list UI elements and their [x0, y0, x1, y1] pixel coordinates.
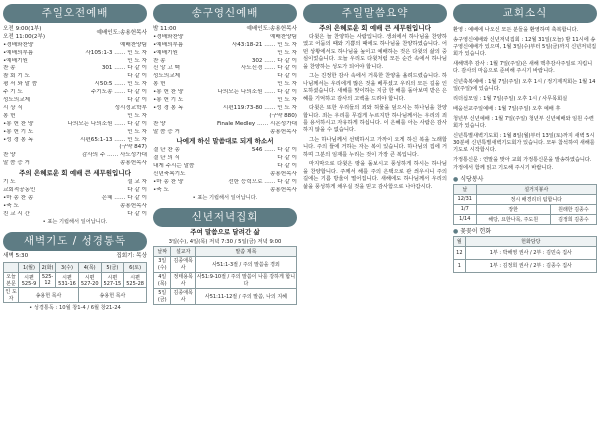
worship-leader: 예배인도:송용헌목사	[96, 30, 147, 36]
section-title: 주의 은혜로운 회 예배 큰 세무원입니다	[19, 169, 131, 178]
order-item: •축 도 송용헌목사	[153, 186, 297, 193]
order-item: (구약 847)	[119, 144, 147, 151]
order-item: 교회적공동인 다 같 이	[3, 186, 147, 193]
bullet-icon: ●	[453, 175, 459, 183]
order-item: 찬 양 감사의 주 …… 사도성가대	[3, 152, 147, 159]
order-item: •성 경 봉 독 시편65:1-13 …… 인 도 자	[3, 136, 147, 143]
dawn-time: 새벽 5:30	[3, 252, 29, 259]
dawn-leader: 집회기: 목상	[116, 252, 147, 259]
table-row: 인 도 자 송용헌 목사 송용헌 목사	[4, 288, 147, 303]
news-item: 가정통신문 : 연말을 맞아 교회 가정통신문을 발송하였습니다. 가정에서 함께 읽고 기도해 주시기 바랍니다.	[453, 157, 592, 171]
order-item: 찬 양 Finale Medley …… 시온성가대	[153, 120, 297, 127]
order-item: 봉 헌 인 도 자	[3, 112, 147, 119]
order-item: •예배의부름 사105:1-3 …… 인 도 자	[3, 49, 147, 56]
evening-meeting-schedule: 3일(수), 4일(목) 저녁 7:30 / 5일(금) 저녁 9:00	[168, 238, 282, 245]
flower-table-title: 꽃꽂이 헌화	[460, 227, 492, 235]
news-item: 배움선교주일예배 : 1월 7일(주일) 오후 예배 후	[453, 105, 561, 112]
worship-leader: 예배인도:송용헌목사	[246, 26, 297, 32]
order-item: 찬 송 302 …… 다 같 이	[153, 57, 297, 64]
news-list	[453, 27, 597, 172]
order-item: 기 도 설 교 자	[3, 179, 147, 186]
table-row: 5일(금) 김종애목사 사51:11-12절 / 주의 말씀, 나의 지혜	[154, 288, 297, 304]
sermon-paragraph: 그는 진정한 감사 속에서 거룩한 찬양을 올려드렸습니다. 하나님께서는 우리에게 많은 것을 베푸셨고 우리의 모든 길을 인도하셨습니다. 새해를 맞이하는 지금 한 해를 돌아보며 받은 은혜를 기억하고 감사의 고백을 드려야 합니다.	[303, 73, 447, 102]
table-row: 1 1부 : 김정희 권사 / 2부 : 김종수 집사	[454, 259, 597, 272]
table-row: 12 1부 : 박해영 권사 / 2부 : 김민숙 집사	[454, 246, 597, 259]
table-row: 3일(수) 김종애목사 사51:1-3절 / 주의 말씀을 경외	[154, 256, 297, 272]
order-item: •봉 헌 기 도 인 도 자	[153, 97, 297, 104]
order-item: •경배와찬양 예배찬양팀	[153, 33, 297, 40]
order-item: •성 경 봉 독 시편119:73-80 …… 인 도 자	[153, 104, 297, 111]
dawn-prayer-table	[3, 262, 147, 303]
order-item: •경배와찬양 예배찬양팀	[3, 41, 147, 48]
column-new-year-service	[153, 4, 297, 420]
sermon-paragraph: 다윗은 또한 우리들의 죄와 허물을 덮으시는 하나님을 찬양합니다. 죄는 우리를 무겁게 누르지만 하나님께서는 우리의 죄를 용서하시고 자유하게 하십니다. 이 은혜를 아는 사람은 감사하지 않을 수 없습니다.	[303, 105, 447, 134]
flower-service-table	[453, 236, 597, 273]
sermon-summary-header: 주일말씀요약	[303, 4, 447, 23]
standing-note: • 표는 기립해서 일어납니다.	[42, 218, 108, 225]
order-item: •예배기원 인 도 자	[3, 57, 147, 64]
section-title: 나에게 하신 말씀대로 되게 하소서	[176, 137, 274, 146]
evening-meeting-header: 신년저녁집회	[153, 208, 297, 227]
news-item: 신년축복예배 : 1월 7일(주일) 오후 1시 / 정기제직회는 1월 14일(주일)에 있습니다.	[453, 78, 596, 92]
meal-table-title: 식당봉사	[460, 175, 484, 183]
order-item: •봉 헌 기 도 인 도 자	[3, 128, 147, 135]
service-time-1: 오전 9:00(1부)	[3, 26, 42, 32]
order-item: •마 송 찬 송 은혜 …… 다 같 이	[3, 194, 147, 201]
order-item: 찬 송 301 …… 다 같 이	[3, 65, 147, 72]
news-item: 신년특별새벽기도회 : 1월 8일(월)부터 13일(토)까지 새벽 5시 30분에 신년특별새벽기도회가 있습니다. 모두 참석하여 새해를 기도로 시작합시다.	[453, 133, 595, 154]
order-item: 결 단 의 식 다 같 이	[153, 155, 297, 162]
order-item: •마 송 찬 양 선한 능력으로 …… 다 같 이	[153, 179, 297, 186]
table-row: 1(월) 2(화) 3(수) 4(목) 5(금) 6(토)	[4, 263, 147, 273]
bible-reading-note: • 성경통독 : 10월 창1-4 / 6월 창21-24	[29, 305, 121, 312]
order-item: •봉 헌 찬 양 나의모든 나의소원 …… 다 같 이	[153, 89, 297, 96]
order-item: •예배의부름 사43:18-21 …… 인 도 자	[153, 41, 297, 48]
order-item: •예배기원 인 도 자	[153, 49, 297, 56]
order-item: 주 기 도 주기도송 …… 다 같 이	[3, 89, 147, 96]
table-row: 1/7 장한 원래한 김종수	[454, 204, 597, 214]
table-row: 1/14 해당, 요한나목, 주도원 김정희 김종수	[454, 214, 597, 224]
column-morning-worship	[3, 4, 147, 420]
sermon-text	[303, 34, 447, 191]
table-row: 날짜 설교자 말씀 제목	[154, 246, 297, 256]
order-item: (구약 880)	[269, 112, 297, 119]
order-item: 시 상 식 성시정교학부	[3, 104, 147, 111]
column-church-news	[453, 4, 597, 420]
table-row: 날 설거지봉사	[454, 184, 597, 194]
dawn-prayer-header: 새벽기도 / 성경통독	[3, 232, 147, 251]
order-of-service	[3, 42, 147, 168]
order-item: 봉 헌 인 도 자	[153, 81, 297, 88]
sermon-subtitle: 주의 은혜로운 회 예배 큰 세무원입니다	[319, 24, 431, 32]
news-item: 환영 : 예배에 나오신 모든 분들을 환영하며 축복합니다.	[453, 27, 579, 33]
news-item: 송구영신예배와 신년저녁집회 : 12월 31일(오늘) 밤 11시에 송구영신예배가 있으며, 1월 3일(수)부터 5일(금)까지 신년저녁집회가 있습니다.	[453, 37, 597, 58]
morning-worship-header: 주일오전예배	[3, 4, 147, 23]
church-news-header: 교회소식	[453, 4, 597, 23]
order-item: 결 단 찬 송 546 …… 다 같 이	[153, 147, 297, 154]
table-row: 12/31 정시 배경리더 팀합니다	[454, 194, 597, 204]
order-item: •봉 헌 찬 양 나의모든 나의소원 …… 다 같 이	[3, 120, 147, 127]
news-item: 새해맥추 감사 : 1월 7일(주일)은 새해 맥추감사주일로 지킵니다. 감사의 마음으로 준비해 주시기 바랍니다.	[453, 61, 593, 75]
sermon-paragraph: 마지막으로 다윗은 땅을 돌보시고 풍성하게 하시는 하나님을 찬양합니다. 주께서 해를 주의 은택으로 관 씌우시니 주의 길에는 기름 방울이 떨어집니다. 새해에도 하나님께서 우리의 삶을 풍성하게 채우실 것을 믿고 감사함으로 나아갑시다.	[303, 161, 447, 190]
order-item: 친 교 시 간 다 같 이	[3, 210, 147, 217]
evening-meeting-table	[153, 246, 297, 305]
order-item: 성도의교제 다 같 이	[3, 97, 147, 104]
order-item: 말 씀 증 거 송용헌목사	[153, 128, 297, 135]
service-time-2: 오전 11:00(2부)	[3, 33, 46, 40]
table-row: 4일(목) 정태용목사 사51:9-10절 / 주의 말씀이 나를 강하게 합니다	[154, 272, 297, 288]
column-sermon-summary	[303, 4, 447, 420]
new-year-service-header: 송구영신예배	[153, 4, 297, 23]
order-item: 내게 주시는 말씀 다 같 이	[153, 163, 297, 170]
standing-note: • 표는 기립해서 일어납니다.	[192, 194, 258, 201]
table-row: 오늘 본문 시편 525-9 525-12 시편 531-16 시편 527-20 시편 527-15 시편 525-28	[4, 273, 147, 288]
order-item: 말 씀 증 거 송용헌목사	[3, 160, 147, 167]
meal-service-table	[453, 184, 597, 225]
sermon-paragraph: 다윗은 늘 찬양하는 사람입니다. 생쇠에서 하나님을 찬양하였고 어둠의 때와 기쁨의 때에도 하나님을 찬양하였습니다. 어떤 상황에서도 하나님을 높이고 예배하는 것은 다윗의 삶의 중심이었습니다. 오늘 우리도 다윗처럼 모든 순간 속에서 하나님을 찬양하는 성도가 되어야 합니다.	[303, 34, 447, 70]
order-of-service	[153, 34, 297, 137]
service-time: 밤 11:00	[153, 26, 177, 32]
order-item: 성도의교제 다 같 이	[153, 73, 297, 80]
order-item: •축 도 송용헌목사	[3, 202, 147, 209]
table-row: 월 헌화담당	[454, 236, 597, 246]
sermon-paragraph: 그는 하나님께서 선택하시고 가까이 오게 하신 복을 노래합니다. 주의 뜰에 거하는 자는 복이 있습니다. 하나님의 집에 거하며 그분의 임재를 누리는 것이 가장 큰 복입니다.	[303, 136, 447, 158]
evening-meeting-theme: 주여 말씀으로 달려간 삶	[190, 227, 260, 236]
news-item: 리더십모임 : 1월 7일(주일) 오후 1시 / 사무목회실	[453, 95, 568, 102]
order-item: 평 서 와 말 씀 시50:5 …… 인 도 자	[3, 81, 147, 88]
news-item: 청년부 신년예배 : 1월 7일(주일) 청년부 신년예배와 임원 수련회가 있습니다.	[453, 115, 594, 130]
order-item: 신 앙 고 백 사도신경 …… 다 같 이	[153, 65, 297, 72]
bullet-icon: ●	[453, 227, 459, 235]
order-item: 신년축복기도 송용헌목사	[153, 171, 297, 178]
order-item: 참 회 기 도 다 같 이	[3, 73, 147, 80]
